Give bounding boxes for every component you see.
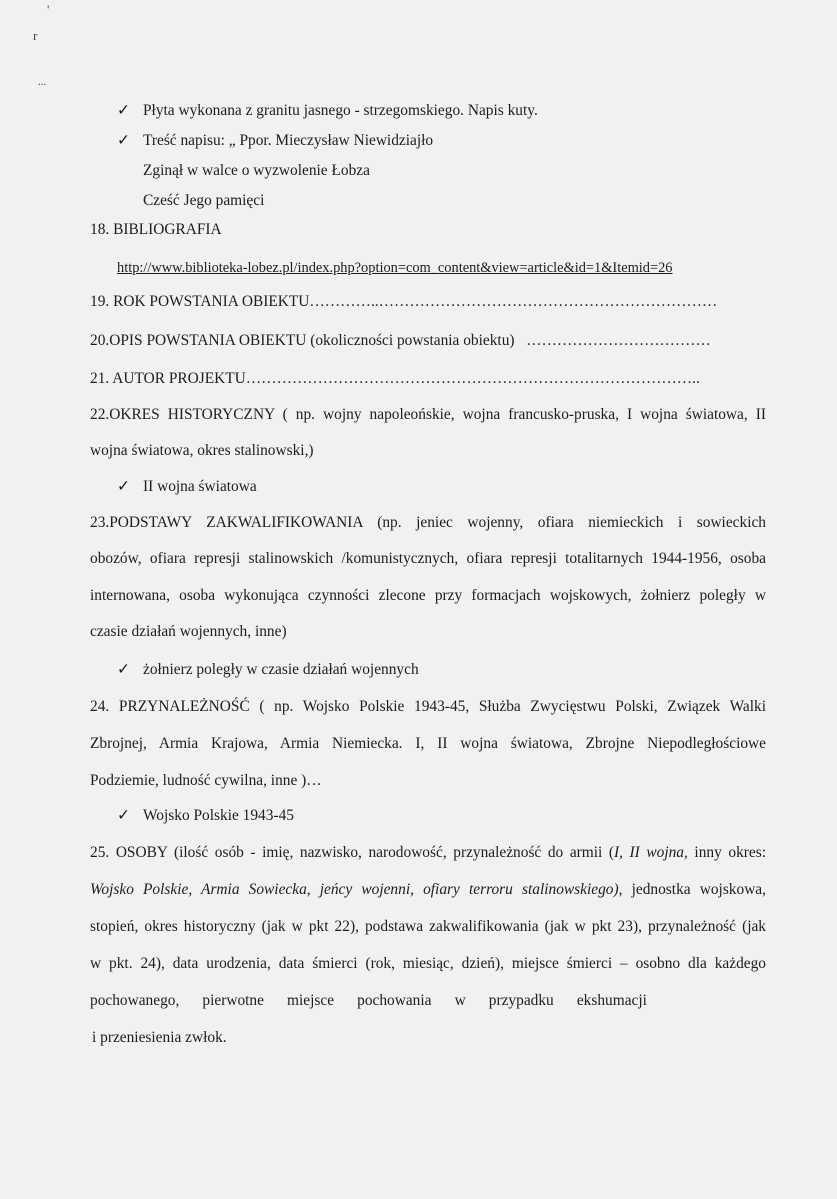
bullet-line [117,660,757,680]
line-text: Wojsko Polskie 1943-45 [143,807,294,824]
inscription-line: Cześć Jego pamięci [143,192,265,209]
paragraph-line: Zbrojnej, Armia Krajowa, Armia Niemiecka. I, II wojna światowa, Zbrojne Niepodległościowe [90,735,766,752]
section-line [90,331,766,351]
paragraph-line: 24. PRZYNALEŻNOŚĆ ( np. Wojsko Polskie 1943-45, Służba Zwycięstwu Polski, Związek Walki [90,698,766,715]
section-line [90,369,766,389]
section-line [90,292,766,312]
line-text: żołnierz poległy w czasie działań wojennych [143,661,419,678]
paragraph-line: w pkt. 24), data urodzenia, data śmierci (rok, miesiąc, dzień), miejsce śmierci – osobno dla każdego [90,955,766,972]
paragraph-line [90,880,766,900]
bullet-line [117,131,757,151]
dotted-leader: ……………………………… [526,332,711,349]
section-label: 21. AUTOR PROJEKTU [90,370,246,387]
bullet-line [117,477,757,497]
paragraph-line [90,843,766,863]
paragraph-line: obozów, ofiara represji stalinowskich /komunistycznych, ofiara represji totalitarnych 1944-1956, osoba [90,550,766,567]
paragraph-line: wojna światowa, okres stalinowski,) [90,442,314,459]
line-text: Płyta wykonana z granitu jasnego - strzegomskiego. Napis kuty. [143,102,538,119]
section-heading: 18. BIBLIOGRAFIA [90,221,222,238]
checkmark-icon: ✓ [117,132,130,149]
line-text: jednostka wojskowa, [622,881,766,898]
line-text: 25. OSOBY (ilość osób - imię, nazwisko, narodowość, przynależność do armii ( [90,844,614,861]
bullet-line [117,101,757,121]
paragraph-line: czasie działań wojennych, inne) [90,623,287,640]
paragraph-line: internowana, osoba wykonująca czynności zlecone przy formacjach wojskowych, żołnierz poległy w [90,587,766,604]
section-label: 20.OPIS POWSTANIA OBIEKTU (okoliczności powstania obiektu) [90,332,515,349]
scan-mark: ' [47,2,50,17]
paragraph-line: stopień, okres historyczny (jak w pkt 22), podstawa zakwalifikowania (jak w pkt 23), przynależność (jak [90,918,766,935]
bibliography-link[interactable]: http://www.biblioteka-lobez.pl/index.php?option=com_content&view=article&id=1&Itemid=26 [117,260,673,276]
line-text: Treść napisu: „ Ppor. Mieczysław Niewidziajło [143,132,434,149]
line-text: inny okres: [687,844,766,861]
paragraph-line: 23.PODSTAWY ZAKWALIFIKOWANIA (np. jeniec wojenny, ofiara niemieckich i sowieckich [90,514,766,531]
italic-text: I, II wojna, [614,844,688,861]
checkmark-icon: ✓ [117,661,130,678]
dotted-leader: …………..………………………………………………………… [309,293,718,310]
section-label: 19. ROK POWSTANIA OBIEKTU [90,293,310,310]
paragraph-line: Podziemie, ludność cywilna, inne )… [90,772,322,789]
italic-text: Wojsko Polskie, Armia Sowiecka, jeńcy wojenni, ofiary terroru stalinowskiego), [90,881,623,898]
checkmark-icon: ✓ [117,478,130,495]
bullet-line [117,806,757,826]
scan-mark: ... [38,76,47,88]
inscription-line: Zginął w walce o wyzwolenie Łobza [143,162,370,179]
checkmark-icon: ✓ [117,807,130,824]
scan-mark: r [33,28,38,43]
paragraph-line: 22.OKRES HISTORYCZNY ( np. wojny napoleońskie, wojna francusko-pruska, I wojna światowa, II [90,406,766,423]
paragraph-line: i przeniesienia zwłok. [92,1029,227,1046]
checkmark-icon: ✓ [117,102,130,119]
line-text: II wojna światowa [143,478,257,495]
dotted-leader: …………………………………………………………………………….. [245,370,700,387]
paragraph-line: pochowanego, pierwotne miejsce pochowania w przypadku ekshumacji [90,992,647,1009]
